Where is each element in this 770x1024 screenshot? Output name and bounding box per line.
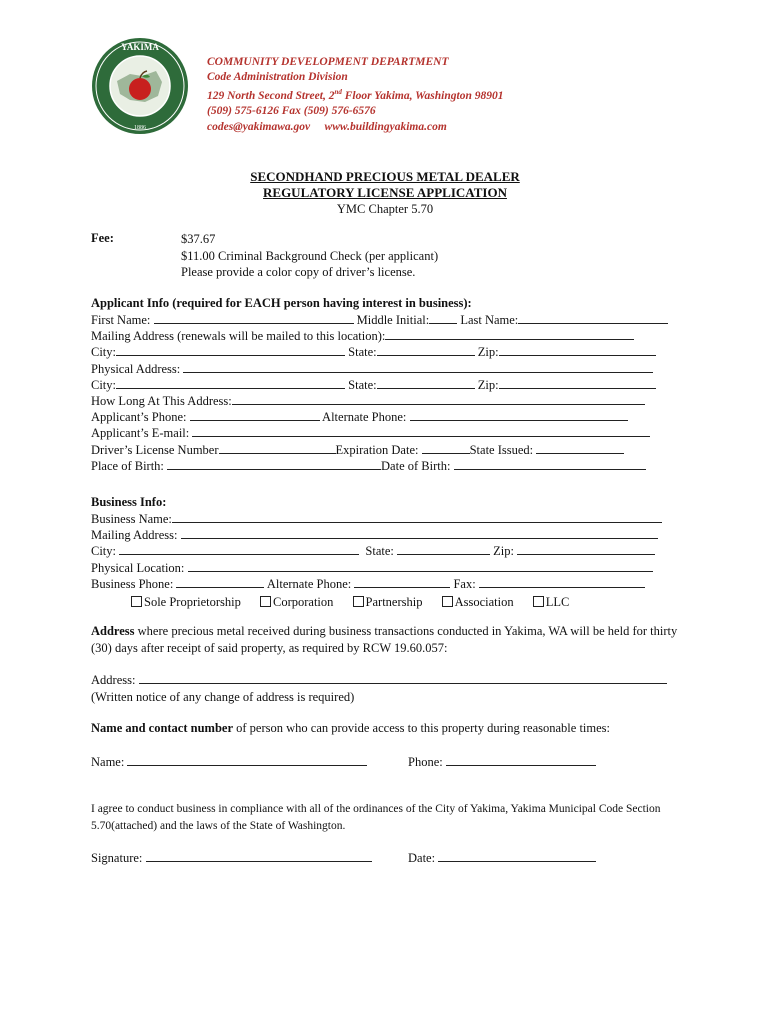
birth-row: Place of Birth: Date of Birth: [91,458,668,474]
middle-initial-field[interactable] [429,312,457,324]
fee-background-check: $11.00 Criminal Background Check (per applicant) [181,248,439,263]
contact-phone-field[interactable] [446,754,596,766]
business-fields [91,511,662,592]
checkbox[interactable] [533,596,544,607]
date-row: Date: [408,850,596,866]
letterhead [207,55,503,135]
date-field[interactable] [438,850,596,862]
svg-text:1886: 1886 [134,125,146,131]
license-row: Driver’s License Number Expiration Date: State Issued: [91,442,668,458]
contact-phone-row: Phone: [408,754,596,770]
business-type-options [131,595,585,610]
checkbox[interactable] [353,596,364,607]
applicant-email-field[interactable] [192,425,650,437]
alternate-phone-field[interactable] [410,409,628,421]
fee-details [181,231,438,281]
business-phone-field[interactable] [176,576,264,588]
physical-location-field[interactable] [188,560,653,572]
mailing-address-row: Mailing Address (renewals will be mailed to this location): [91,328,668,344]
applicant-phone-field[interactable] [190,409,320,421]
place-of-birth-field[interactable] [167,458,381,470]
city-seal-logo [90,36,190,136]
mailing-address-field[interactable] [385,328,634,340]
phone-fax: (509) 575-6126 Fax (509) 576-6576 [207,105,376,118]
address-change-note: (Written notice of any change of address is required) [91,689,355,704]
applicant-heading: Applicant Info (required for EACH person having interest in business): [91,296,472,310]
checkbox[interactable] [442,596,453,607]
name-row: First Name: Middle Initial: Last Name: [91,312,668,328]
fee-license-note: Please provide a color copy of driver’s license. [181,265,416,279]
option-llc[interactable]: LLC [533,595,570,609]
agreement-text: I agree to conduct business in compliance with all of the ordinances of the City of Yakima, Yakima Municipal Code Section 5.70(attached) and the laws of the State of Washington. [91,803,661,832]
business-state-field[interactable] [397,543,490,555]
option-partnership[interactable]: Partnership [353,595,423,609]
checkbox[interactable] [260,596,271,607]
contact-name-row: Name: [91,754,367,770]
option-association[interactable]: Association [442,595,514,609]
division-name: Code Administration Division [207,71,348,84]
zip-field[interactable] [499,344,656,356]
email-link[interactable]: codes@yakimawa.gov [207,120,311,133]
date-of-birth-field[interactable] [454,458,646,470]
option-sole-proprietorship[interactable]: Sole Proprietorship [131,595,241,609]
physical-location-row: Physical Location: [91,560,662,576]
form-title-line1: SECONDHAND PRECIOUS METAL DEALER [250,169,520,184]
business-alt-phone-field[interactable] [354,576,450,588]
physical-address-row: Physical Address: [91,361,668,377]
address-instructions: Address where precious metal received during business transactions conducted in Yakima, WA will be held for thirty (30) days after receipt of said property, as required by RCW 19.60.057: [91,624,678,655]
checkbox[interactable] [131,596,142,607]
contact-links [207,120,503,135]
fee-label: Fee: [91,231,114,245]
property-address-block [91,672,667,705]
city-field[interactable] [116,344,345,356]
signature-field[interactable] [146,850,372,862]
form-title-line2: REGULATORY LICENSE APPLICATION [263,185,507,200]
physical-address-field[interactable] [183,361,653,373]
business-city-row: City: State: Zip: [91,543,662,559]
last-name-field[interactable] [518,312,668,324]
office-address: 129 North Second Street, 2nd Floor Yakima, Washington 98901 [207,88,504,103]
license-number-field[interactable] [219,442,336,454]
applicant-fields [91,312,668,474]
business-mailing-row: Mailing Address: [91,527,662,543]
business-mailing-field[interactable] [181,527,658,539]
fee-amount: $37.67 [181,232,216,246]
svg-text:YAKIMA: YAKIMA [121,42,159,52]
business-city-field[interactable] [119,543,359,555]
business-heading: Business Info: [91,495,167,509]
business-phone-row: Business Phone: Alternate Phone: Fax: [91,576,662,592]
how-long-row: How Long At This Address: [91,393,668,409]
business-name-row: Business Name: [91,511,662,527]
state-issued-field[interactable] [536,442,624,454]
contact-name-field[interactable] [127,754,367,766]
phone-row: Applicant’s Phone: Alternate Phone: [91,409,668,425]
city-row-2: City: State: Zip: [91,377,668,393]
business-name-field[interactable] [172,511,662,523]
expiration-date-field[interactable] [422,442,470,454]
business-zip-field[interactable] [517,543,655,555]
zip-field-2[interactable] [499,377,656,389]
contact-instructions: Name and contact number of person who can provide access to this property during reasonable times: [91,721,610,735]
city-row: City: State: Zip: [91,344,668,360]
property-address-row: Address: [91,672,667,689]
department-name: COMMUNITY DEVELOPMENT DEPARTMENT [207,56,449,68]
state-field-2[interactable] [377,377,475,389]
option-corporation[interactable]: Corporation [260,595,333,609]
ymc-chapter: YMC Chapter 5.70 [336,202,434,216]
signature-row: Signature: [91,850,372,866]
state-field[interactable] [377,344,475,356]
business-fax-field[interactable] [479,576,645,588]
how-long-field[interactable] [232,393,645,405]
first-name-field[interactable] [154,312,354,324]
city-field-2[interactable] [116,377,345,389]
website-link[interactable]: www.buildingyakima.com [324,120,447,133]
property-address-field[interactable] [139,672,667,684]
email-row: Applicant’s E-mail: [91,425,668,441]
